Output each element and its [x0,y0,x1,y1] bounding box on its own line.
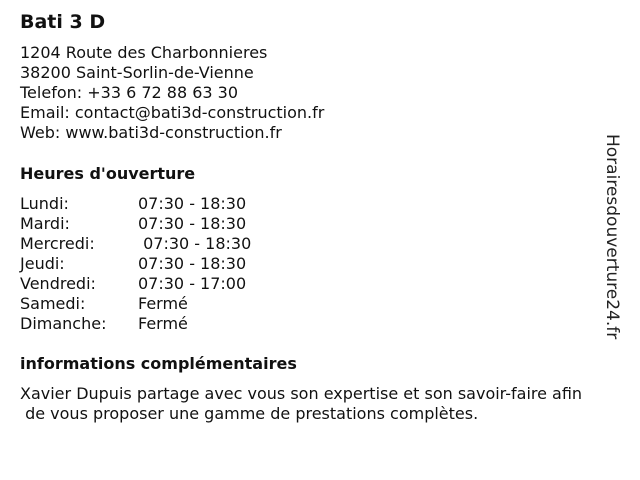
time-value: Fermé [138,314,188,333]
time-value: 07:30 - 18:30 [138,234,252,253]
hours-row-friday [20,274,251,294]
hours-row-monday [20,194,251,214]
hours-row-sunday [20,314,251,334]
day-label: Jeudi: [20,254,65,273]
time-value: Fermé [138,294,188,313]
additional-info-heading: informations complémentaires [20,354,297,373]
contact-block [20,43,324,143]
address-city: 38200 Saint-Sorlin-de-Vienne [20,63,254,82]
hours-row-thursday [20,254,251,274]
time-value: 07:30 - 18:30 [138,194,247,213]
address-street: 1204 Route des Charbonnieres [20,43,268,62]
hours-row-wednesday [20,234,251,254]
business-name: Bati 3 D [20,11,106,33]
hours-row-saturday [20,294,251,314]
time-value: 07:30 - 17:00 [138,274,247,293]
watermark-text: Horairesdouverture24.fr [602,134,622,340]
day-label: Samedi: [20,294,86,313]
day-label: Mercredi: [20,234,95,253]
time-value: 07:30 - 18:30 [138,214,247,233]
info-line: de vous proposer une gamme de prestations complètes. [20,404,479,423]
day-label: Dimanche: [20,314,107,333]
hours-row-tuesday [20,214,251,234]
time-value: 07:30 - 18:30 [138,254,247,273]
info-line: Xavier Dupuis partage avec vous son expertise et son savoir-faire afin [20,384,583,403]
day-label: Mardi: [20,214,70,233]
day-label: Lundi: [20,194,69,213]
additional-info-text [20,384,632,424]
phone-number: Telefon: +33 6 72 88 63 30 [20,83,239,102]
website: Web: www.bati3d-construction.fr [20,123,282,142]
opening-hours-heading: Heures d'ouverture [20,164,196,183]
day-label: Vendredi: [20,274,96,293]
opening-hours-table [20,194,251,334]
email-address: Email: contact@bati3d-construction.fr [20,103,325,122]
